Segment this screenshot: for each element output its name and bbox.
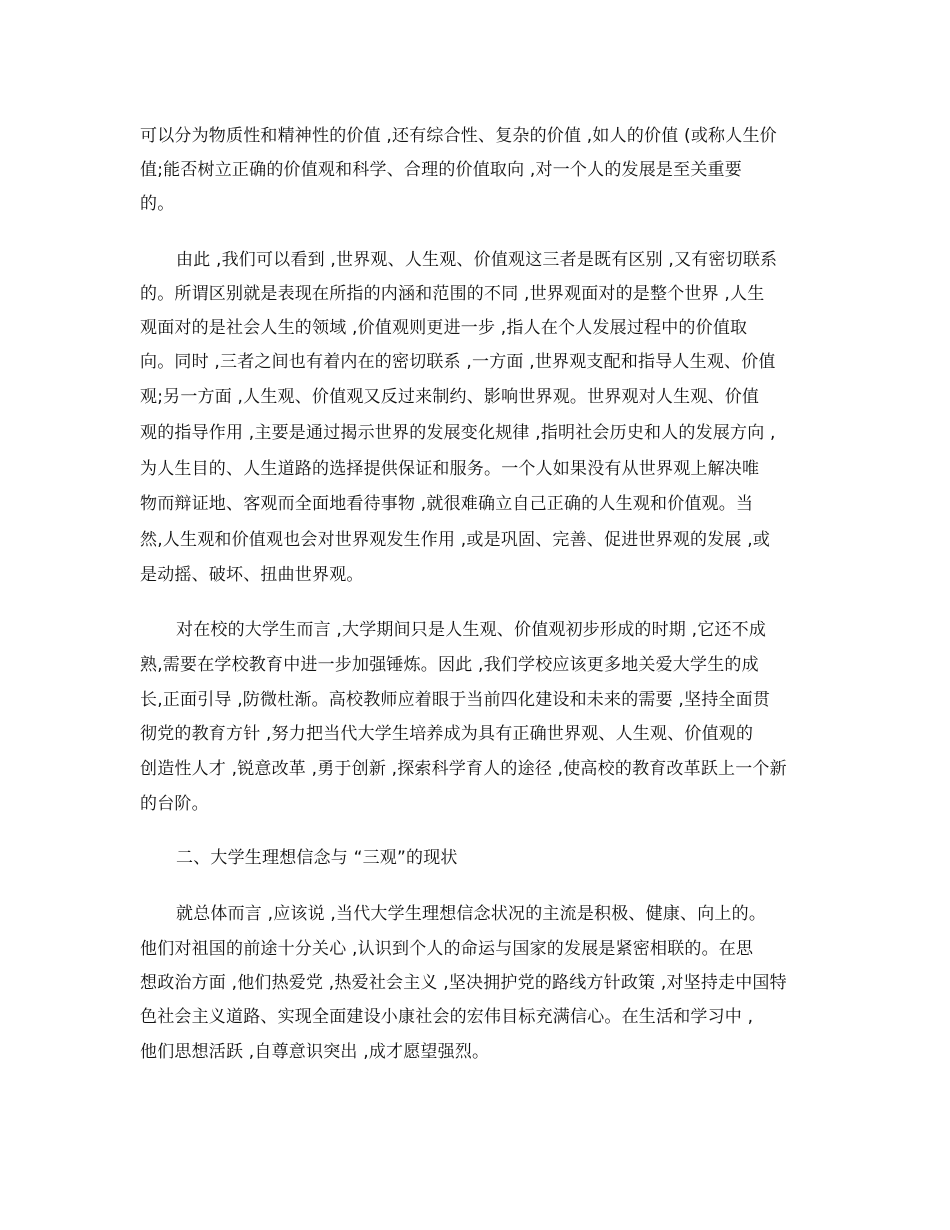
paragraph-2-line-1: 由此 ,我们可以看到 ,世界观、人生观、价值观这三者是既有区别 ,又有密切联系 xyxy=(176,250,778,270)
paragraph-1-line-2: 值;能否树立正确的价值观和科学、合理的价值取向 ,对一个人的发展是至关重要 xyxy=(140,160,742,180)
paragraph-2-line-10: 是动摇、破坏、扭曲世界观。 xyxy=(140,565,364,585)
section-heading: 二、大学生理想信念与 “三观”的现状 xyxy=(176,848,458,868)
paragraph-3-line-5: 创造性人才 ,锐意改革 ,勇于创新 ,探索科学育人的途径 ,使高校的教育改革跃上一个新 xyxy=(140,759,787,779)
paragraph-2-line-9: 然,人生观和价值观也会对世界观发生作用 ,或是巩固、完善、促进世界观的发展 ,或 xyxy=(140,530,771,550)
paragraph-4-line-1: 就总体而言 ,应该说 ,当代大学生理想信念状况的主流是积极、健康、向上的。 xyxy=(176,904,767,924)
paragraph-2-line-3: 观面对的是社会人生的领域 ,价值观则更进一步 ,指人在个人发展过程中的价值取 xyxy=(140,318,748,338)
paragraph-2-line-2: 的。所谓区别就是表现在所指的内涵和范围的不同 ,世界观面对的是整个世界 ,人生 xyxy=(140,284,765,304)
paragraph-3-line-4: 彻党的教育方针 ,努力把当代大学生培养成为具有正确世界观、人生观、价值观的 xyxy=(140,724,754,744)
paragraph-4-line-5: 他们思想活跃 ,自尊意识突出 ,成才愿望强烈。 xyxy=(140,1042,490,1062)
paragraph-3-line-6: 的台阶。 xyxy=(140,794,209,814)
paragraph-1-line-1: 可以分为物质性和精神性的价值 ,还有综合性、复杂的价值 ,如人的价值 (或称人生价 xyxy=(140,126,777,146)
paragraph-2-line-5: 观;另一方面 ,人生观、价值观又反过来制约、影响世界观。世界观对人生观、价值 xyxy=(140,387,760,407)
paragraph-1-line-3: 的。 xyxy=(140,194,175,214)
paragraph-3-line-2: 熟,需要在学校教育中进一步加强锤炼。因此 ,我们学校应该更多地关爱大学生的成 xyxy=(140,655,759,675)
paragraph-4-line-3: 想政治方面 ,他们热爱党 ,热爱社会主义 ,坚决拥护党的路线方针政策 ,对坚持走中国特 xyxy=(140,973,787,993)
paragraph-2-line-8: 物而辩证地、客观而全面地看待事物 ,就很难确立自己正确的人生观和价值观。当 xyxy=(140,494,754,514)
paragraph-2-line-6: 观的指导作用 ,主要是通过揭示世界的发展变化规律 ,指明社会历史和人的发展方向 , xyxy=(140,423,776,443)
paragraph-2-line-7: 为人生目的、人生道路的选择提供保证和服务。一个人如果没有从世界观上解决唯 xyxy=(140,459,760,479)
paragraph-3-line-1: 对在校的大学生而言 ,大学期间只是人生观、价值观初步形成的时期 ,它还不成 xyxy=(176,620,767,640)
paragraph-4-line-2: 他们对祖国的前途十分关心 ,认识到个人的命运与国家的发展是紧密相联的。在思 xyxy=(140,939,754,959)
paragraph-4-line-4: 色社会主义道路、实现全面建设小康社会的宏伟目标充满信心。在生活和学习中 , xyxy=(140,1007,754,1027)
paragraph-3-line-3: 长,正面引导 ,防微杜渐。高校教师应着眼于当前四化建设和未来的需要 ,坚持全面贯 xyxy=(140,690,771,710)
paragraph-2-line-4: 向。同时 ,三者之间也有着内在的密切联系 ,一方面 ,世界观支配和指导人生观、价值 xyxy=(140,352,776,372)
